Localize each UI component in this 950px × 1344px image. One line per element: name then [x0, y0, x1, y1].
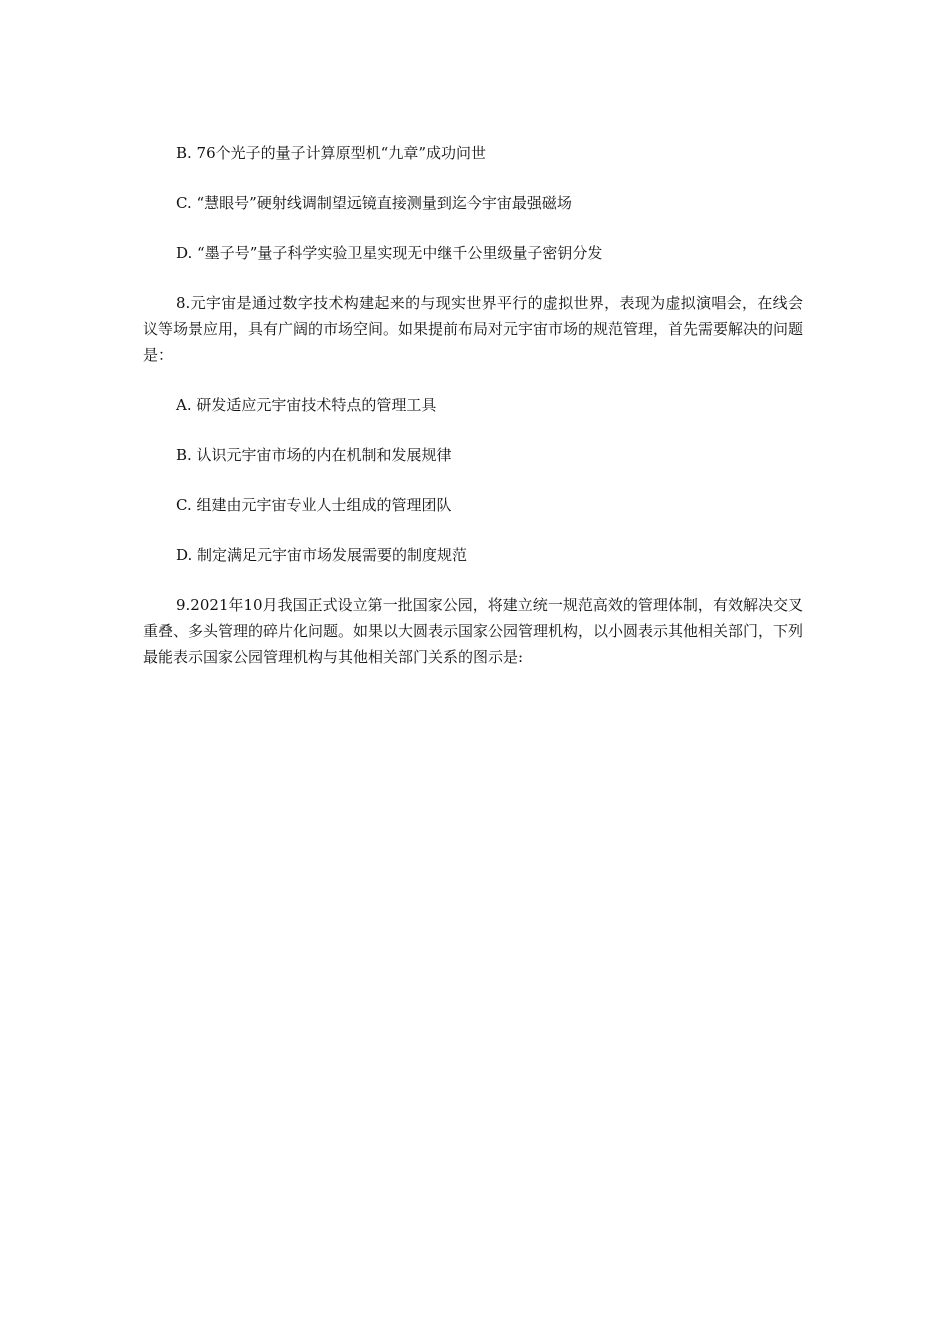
q8-option-a: A. 研发适应元宇宙技术特点的管理工具 [176, 396, 437, 414]
q7-option-c: C. “慧眼号”硬射线调制望远镜直接测量到迄今宇宙最强磁场 [176, 194, 572, 212]
q7-option-b: B. 76个光子的量子计算原型机“九章”成功问世 [176, 144, 486, 162]
q9-stem: 9.2021年10月我国正式设立第一批国家公园，将建立统一规范高效的管理体制，有效解决交叉重叠、多头管理的碎片化问题。如果以大圆表示国家公园管理机构，以小圆表示其他相关部门，下列最能表示国家公园管理机构与其他相关部门关系的图示是: [143, 596, 804, 666]
q7-option-d: D. “墨子号”量子科学实验卫星实现无中继千公里级量子密钥分发 [176, 244, 603, 262]
page-content [143, 140, 803, 694]
q8-option-b: B. 认识元宇宙市场的内在机制和发展规律 [176, 446, 452, 464]
q8-option-d: D. 制定满足元宇宙市场发展需要的制度规范 [176, 546, 468, 564]
q8-stem: 8.元宇宙是通过数字技术构建起来的与现实世界平行的虚拟世界，表现为虚拟演唱会，在线会议等场景应用，具有广阔的市场空间。如果提前布局对元宇宙市场的规范管理，首先需要解决的问题是： [143, 294, 804, 364]
q8-option-c: C. 组建由元宇宙专业人士组成的管理团队 [176, 496, 452, 514]
